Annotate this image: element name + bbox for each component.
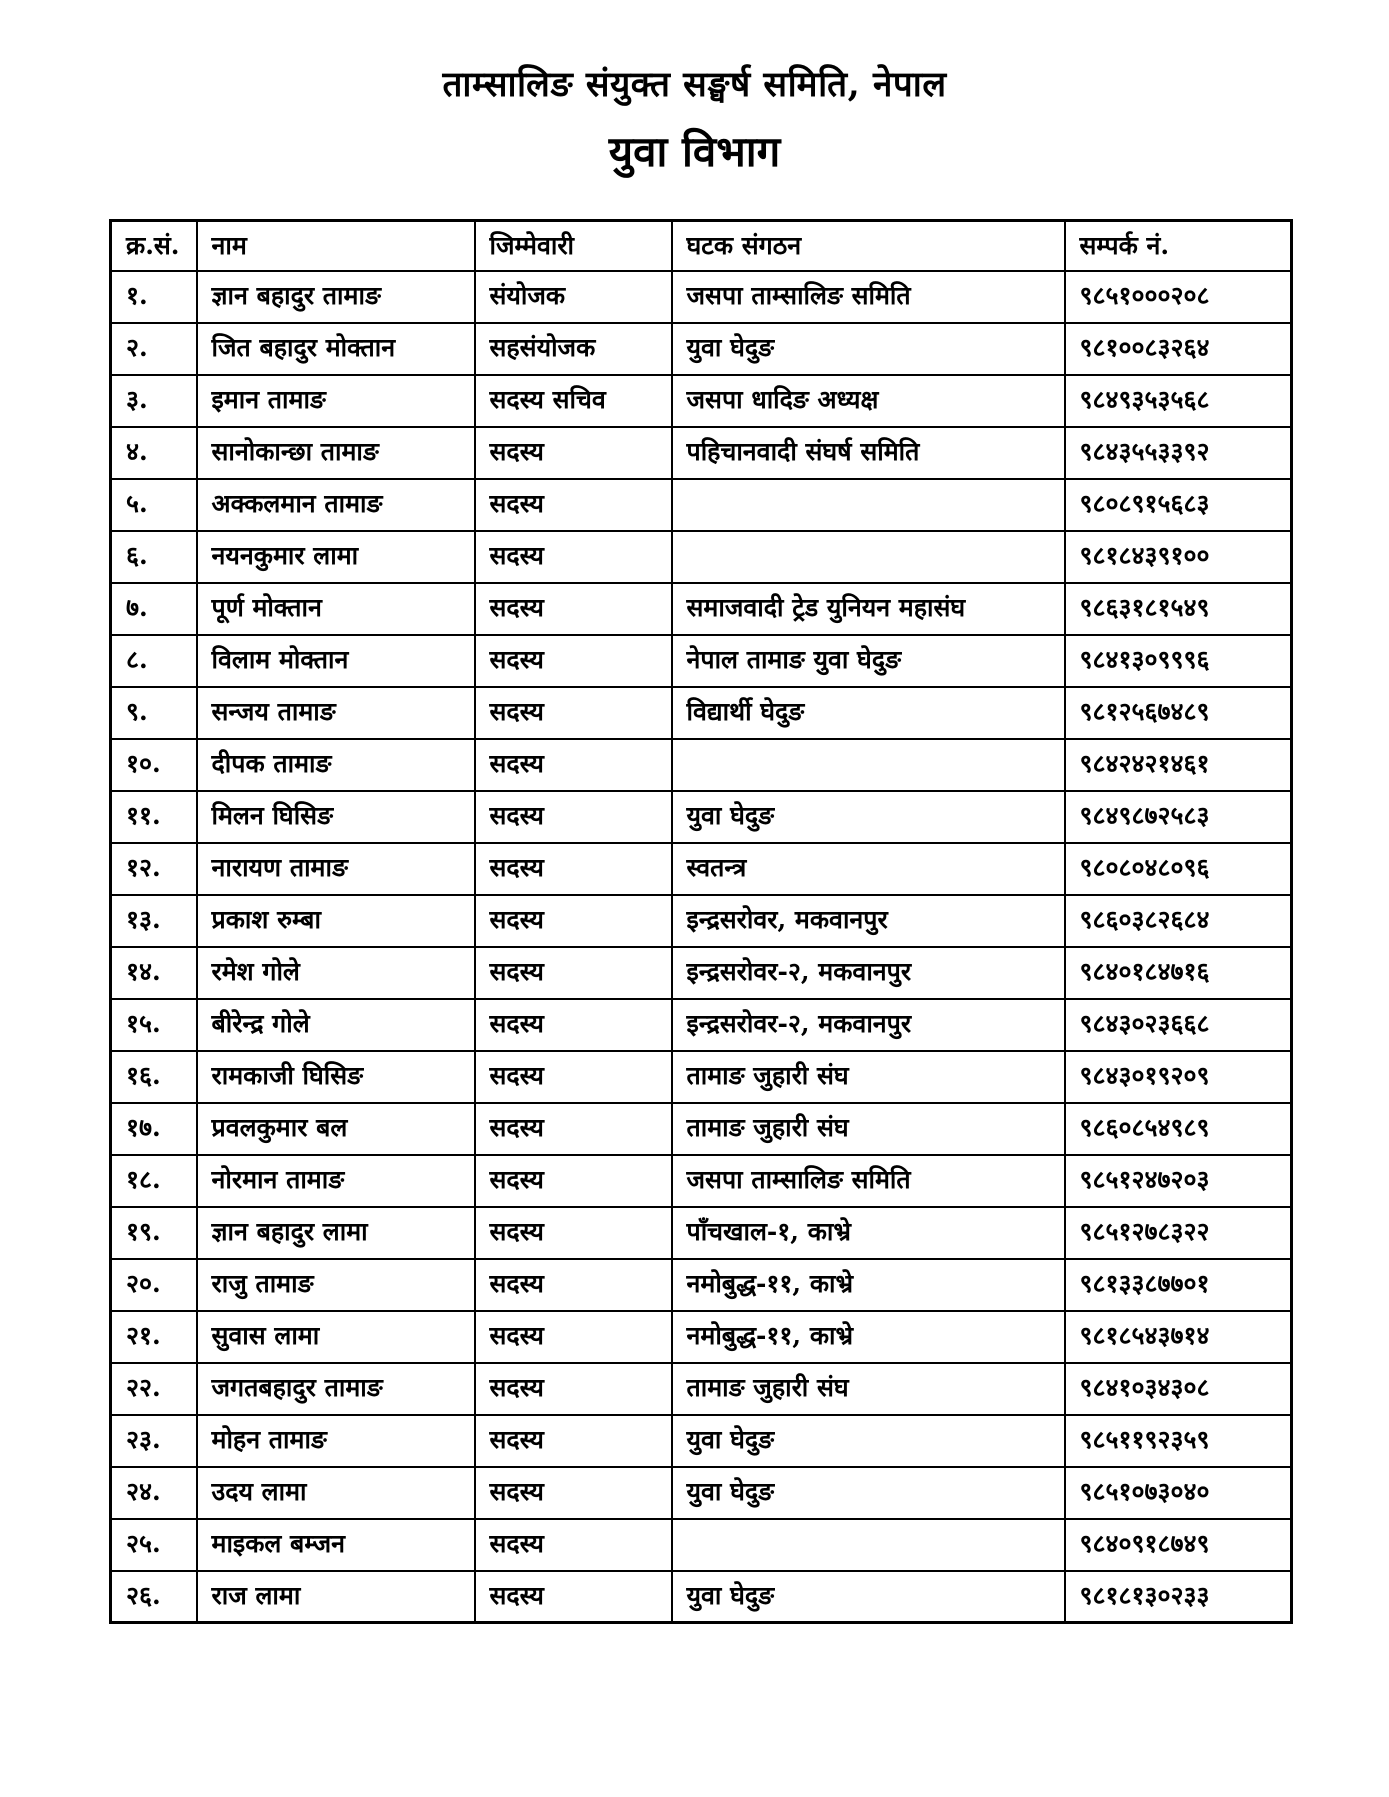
cell-name: नयनकुमार लामा bbox=[197, 531, 475, 583]
cell-org: नेपाल तामाङ युवा घेदुङ bbox=[672, 635, 1065, 687]
cell-phone: ९८१००८३२६४ bbox=[1065, 323, 1292, 375]
cell-phone: ९८६३१८१५४९ bbox=[1065, 583, 1292, 635]
table-row bbox=[111, 583, 1292, 635]
table-row bbox=[111, 375, 1292, 427]
cell-name: ज्ञान बहादुर तामाङ bbox=[197, 271, 475, 323]
table-row bbox=[111, 1155, 1292, 1207]
cell-role: सदस्य bbox=[475, 1311, 672, 1363]
cell-sn: १०. bbox=[111, 739, 197, 791]
cell-org: समाजवादी ट्रेड युनियन महासंघ bbox=[672, 583, 1065, 635]
table-row bbox=[111, 1051, 1292, 1103]
cell-sn: १६. bbox=[111, 1051, 197, 1103]
cell-org bbox=[672, 531, 1065, 583]
cell-sn: १७. bbox=[111, 1103, 197, 1155]
members-table bbox=[109, 219, 1293, 1624]
cell-phone: ९८५१०००२०८ bbox=[1065, 271, 1292, 323]
cell-role: सदस्य bbox=[475, 1519, 672, 1571]
table-row bbox=[111, 947, 1292, 999]
table-row bbox=[111, 323, 1292, 375]
cell-name: मोहन तामाङ bbox=[197, 1415, 475, 1467]
cell-sn: २०. bbox=[111, 1259, 197, 1311]
cell-phone: ९८०८९१५६८३ bbox=[1065, 479, 1292, 531]
cell-org bbox=[672, 479, 1065, 531]
table-row bbox=[111, 479, 1292, 531]
column-header-contact-number: सम्पर्क नं. bbox=[1065, 221, 1292, 271]
cell-name: प्रकाश रुम्बा bbox=[197, 895, 475, 947]
cell-org bbox=[672, 1519, 1065, 1571]
cell-role: सदस्य bbox=[475, 1415, 672, 1467]
document-title: ताम्सालिङ संयुक्त सङ्घर्ष समिति, नेपाल bbox=[442, 64, 947, 105]
cell-org: युवा घेदुङ bbox=[672, 791, 1065, 843]
cell-name: नोरमान तामाङ bbox=[197, 1155, 475, 1207]
cell-org: पहिचानवादी संघर्ष समिति bbox=[672, 427, 1065, 479]
cell-role: सदस्य bbox=[475, 531, 672, 583]
table-row bbox=[111, 687, 1292, 739]
cell-name: रामकाजी घिसिङ bbox=[197, 1051, 475, 1103]
cell-org: तामाङ जुहारी संघ bbox=[672, 1103, 1065, 1155]
cell-role: सदस्य bbox=[475, 1103, 672, 1155]
cell-phone: ९८१८१३०२३३ bbox=[1065, 1571, 1292, 1623]
cell-phone: ९८४०१८४७१६ bbox=[1065, 947, 1292, 999]
cell-org: युवा घेदुङ bbox=[672, 1571, 1065, 1623]
cell-sn: २६. bbox=[111, 1571, 197, 1623]
cell-phone: ९८५१२४७२०३ bbox=[1065, 1155, 1292, 1207]
cell-phone: ९८०८०४८०९६ bbox=[1065, 843, 1292, 895]
cell-sn: ११. bbox=[111, 791, 197, 843]
cell-name: रमेश गोले bbox=[197, 947, 475, 999]
cell-name: सानोकान्छा तामाङ bbox=[197, 427, 475, 479]
cell-phone: ९८१२५६७४८९ bbox=[1065, 687, 1292, 739]
cell-phone: ९८५१२७८३२२ bbox=[1065, 1207, 1292, 1259]
cell-sn: १२. bbox=[111, 843, 197, 895]
cell-sn: ४. bbox=[111, 427, 197, 479]
table-row bbox=[111, 739, 1292, 791]
table-row bbox=[111, 427, 1292, 479]
table-row bbox=[111, 1259, 1292, 1311]
cell-role: सदस्य bbox=[475, 947, 672, 999]
cell-name: पूर्ण मोक्तान bbox=[197, 583, 475, 635]
column-header-responsibility: जिम्मेवारी bbox=[475, 221, 672, 271]
cell-sn: ८. bbox=[111, 635, 197, 687]
cell-name: सुवास लामा bbox=[197, 1311, 475, 1363]
cell-org: जसपा ताम्सालिङ समिति bbox=[672, 1155, 1065, 1207]
cell-name: विलाम मोक्तान bbox=[197, 635, 475, 687]
cell-org: पाँचखाल-१, काभ्रे bbox=[672, 1207, 1065, 1259]
cell-sn: ६. bbox=[111, 531, 197, 583]
cell-sn: १. bbox=[111, 271, 197, 323]
cell-org: तामाङ जुहारी संघ bbox=[672, 1051, 1065, 1103]
table-row bbox=[111, 531, 1292, 583]
cell-phone: ९८४९३५३५६८ bbox=[1065, 375, 1292, 427]
cell-org: युवा घेदुङ bbox=[672, 1415, 1065, 1467]
cell-phone: ९८१८५४३७१४ bbox=[1065, 1311, 1292, 1363]
cell-phone: ९८५११९२३५९ bbox=[1065, 1415, 1292, 1467]
table-row bbox=[111, 1415, 1292, 1467]
cell-role: सदस्य bbox=[475, 427, 672, 479]
cell-sn: २३. bbox=[111, 1415, 197, 1467]
cell-phone: ९८४३५५३३९२ bbox=[1065, 427, 1292, 479]
table-row bbox=[111, 1311, 1292, 1363]
table-row bbox=[111, 1571, 1292, 1623]
cell-org: तामाङ जुहारी संघ bbox=[672, 1363, 1065, 1415]
cell-org: युवा घेदुङ bbox=[672, 1467, 1065, 1519]
cell-role: सदस्य bbox=[475, 843, 672, 895]
cell-sn: ७. bbox=[111, 583, 197, 635]
column-header-name: नाम bbox=[197, 221, 475, 271]
cell-sn: २५. bbox=[111, 1519, 197, 1571]
table-row bbox=[111, 1207, 1292, 1259]
table-row bbox=[111, 1467, 1292, 1519]
cell-name: अक्कलमान तामाङ bbox=[197, 479, 475, 531]
cell-role: सदस्य bbox=[475, 1467, 672, 1519]
table-row bbox=[111, 843, 1292, 895]
cell-role: सदस्य bbox=[475, 583, 672, 635]
cell-role: सदस्य bbox=[475, 895, 672, 947]
table-row bbox=[111, 1519, 1292, 1571]
table-row bbox=[111, 895, 1292, 947]
cell-name: जित बहादुर मोक्तान bbox=[197, 323, 475, 375]
cell-phone: ९८६०८५४९८९ bbox=[1065, 1103, 1292, 1155]
cell-org: विद्यार्थी घेदुङ bbox=[672, 687, 1065, 739]
cell-sn: १९. bbox=[111, 1207, 197, 1259]
cell-role: सदस्य bbox=[475, 1571, 672, 1623]
cell-org: जसपा धादिङ अध्यक्ष bbox=[672, 375, 1065, 427]
cell-phone: ९८४१०३४३०८ bbox=[1065, 1363, 1292, 1415]
cell-org: नमोबुद्ध-११, काभ्रे bbox=[672, 1311, 1065, 1363]
cell-org: नमोबुद्ध-११, काभ्रे bbox=[672, 1259, 1065, 1311]
cell-name: माइकल बम्जन bbox=[197, 1519, 475, 1571]
cell-role: सदस्य सचिव bbox=[475, 375, 672, 427]
cell-sn: ३. bbox=[111, 375, 197, 427]
cell-phone: ९८५१०७३०४० bbox=[1065, 1467, 1292, 1519]
column-header-serial-number: क्र.सं. bbox=[111, 221, 197, 271]
table-row bbox=[111, 271, 1292, 323]
cell-org: इन्द्रसरोवर-२, मकवानपुर bbox=[672, 999, 1065, 1051]
cell-role: सदस्य bbox=[475, 1363, 672, 1415]
cell-name: सन्जय तामाङ bbox=[197, 687, 475, 739]
cell-sn: २. bbox=[111, 323, 197, 375]
cell-sn: २४. bbox=[111, 1467, 197, 1519]
cell-phone: ९८४२४२१४६१ bbox=[1065, 739, 1292, 791]
cell-sn: १५. bbox=[111, 999, 197, 1051]
cell-role: सदस्य bbox=[475, 739, 672, 791]
cell-name: दीपक तामाङ bbox=[197, 739, 475, 791]
cell-name: राजु तामाङ bbox=[197, 1259, 475, 1311]
cell-org: स्वतन्त्र bbox=[672, 843, 1065, 895]
table-row bbox=[111, 1103, 1292, 1155]
cell-sn: १४. bbox=[111, 947, 197, 999]
document-subtitle: युवा विभाग bbox=[608, 127, 781, 176]
cell-org bbox=[672, 739, 1065, 791]
cell-org: इन्द्रसरोवर-२, मकवानपुर bbox=[672, 947, 1065, 999]
cell-name: उदय लामा bbox=[197, 1467, 475, 1519]
table-row bbox=[111, 999, 1292, 1051]
cell-sn: १३. bbox=[111, 895, 197, 947]
cell-org: इन्द्रसरोवर, मकवानपुर bbox=[672, 895, 1065, 947]
cell-phone: ९८४०९१८७४९ bbox=[1065, 1519, 1292, 1571]
cell-phone: ९८१८४३९१०० bbox=[1065, 531, 1292, 583]
cell-name: इमान तामाङ bbox=[197, 375, 475, 427]
cell-name: मिलन घिसिङ bbox=[197, 791, 475, 843]
cell-name: ज्ञान बहादुर लामा bbox=[197, 1207, 475, 1259]
cell-name: बीरेन्द्र गोले bbox=[197, 999, 475, 1051]
cell-sn: ५. bbox=[111, 479, 197, 531]
cell-role: सदस्य bbox=[475, 999, 672, 1051]
cell-sn: २१. bbox=[111, 1311, 197, 1363]
cell-role: सदस्य bbox=[475, 791, 672, 843]
table-row bbox=[111, 635, 1292, 687]
table-header-row bbox=[111, 221, 1292, 271]
cell-sn: ९. bbox=[111, 687, 197, 739]
cell-role: सदस्य bbox=[475, 687, 672, 739]
cell-role: सदस्य bbox=[475, 1259, 672, 1311]
cell-role: सदस्य bbox=[475, 479, 672, 531]
cell-name: राज लामा bbox=[197, 1571, 475, 1623]
table-row bbox=[111, 791, 1292, 843]
cell-role: सदस्य bbox=[475, 1207, 672, 1259]
cell-role: सदस्य bbox=[475, 1051, 672, 1103]
cell-phone: ९८४३०१९२०९ bbox=[1065, 1051, 1292, 1103]
cell-role: सहसंयोजक bbox=[475, 323, 672, 375]
cell-phone: ९८४१३०९९९६ bbox=[1065, 635, 1292, 687]
cell-name: जगतबहादुर तामाङ bbox=[197, 1363, 475, 1415]
cell-phone: ९८१३३८७७०१ bbox=[1065, 1259, 1292, 1311]
column-header-organization: घटक संगठन bbox=[672, 221, 1065, 271]
cell-phone: ९८४३०२३६६८ bbox=[1065, 999, 1292, 1051]
table-body bbox=[111, 271, 1292, 1623]
cell-sn: १८. bbox=[111, 1155, 197, 1207]
cell-phone: ९८६०३८२६८४ bbox=[1065, 895, 1292, 947]
cell-name: नारायण तामाङ bbox=[197, 843, 475, 895]
table-row bbox=[111, 1363, 1292, 1415]
cell-sn: २२. bbox=[111, 1363, 197, 1415]
cell-org: जसपा ताम्सालिङ समिति bbox=[672, 271, 1065, 323]
cell-role: संयोजक bbox=[475, 271, 672, 323]
cell-role: सदस्य bbox=[475, 1155, 672, 1207]
cell-role: सदस्य bbox=[475, 635, 672, 687]
cell-phone: ९८४९८७२५८३ bbox=[1065, 791, 1292, 843]
cell-name: प्रवलकुमार बल bbox=[197, 1103, 475, 1155]
cell-org: युवा घेदुङ bbox=[672, 323, 1065, 375]
